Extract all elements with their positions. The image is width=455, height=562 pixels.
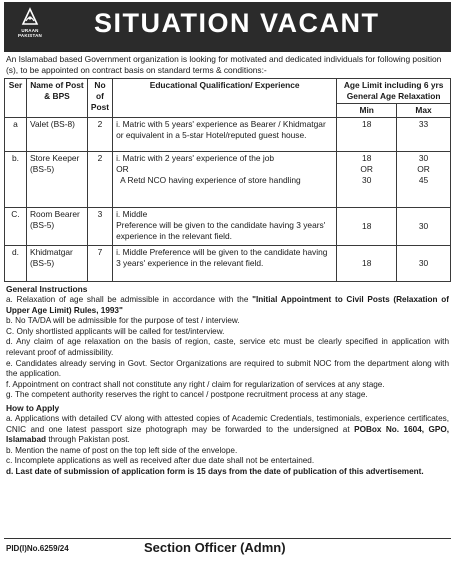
instruction-item — [4, 295, 451, 316]
row-count: 3 — [87, 208, 112, 246]
qualification-line: i. Matric with 2 years' experience of the job — [116, 153, 275, 163]
header-qualification: Educational Qualification/ Experience — [113, 79, 337, 118]
how-to-apply-title: How to Apply — [6, 402, 60, 413]
row-qualification — [113, 118, 337, 152]
min-value: 18 — [362, 258, 372, 268]
logo-emblem-icon — [21, 6, 39, 28]
signatory: Section Officer (Admn) — [144, 540, 286, 555]
table-row — [5, 118, 451, 152]
max-value: 45 — [418, 175, 429, 185]
row-post: Khidmatgar (BS-5) — [26, 246, 87, 282]
qualification-line: i. Middle Preference will be given to the candidate having 3 years' experience in the relevant field. — [116, 247, 328, 268]
uraan-pakistan-logo — [18, 6, 42, 48]
instruction-text: C. Only shortlisted applicants will be called for test/interview. — [6, 326, 225, 336]
header-no-of-post: No of Post — [87, 79, 112, 118]
pid-number: PID(I)No.6259/24 — [6, 544, 69, 553]
max-value: 30 — [418, 153, 429, 163]
row-count: 7 — [87, 246, 112, 282]
apply-item — [4, 446, 451, 457]
header-banner — [4, 2, 451, 52]
row-ser: b. — [5, 152, 27, 208]
max-value: 33 — [418, 119, 429, 129]
instruction-text: g. The competent authority reserves the right to cancel / postpone recruitment process at any stage. — [6, 390, 368, 400]
row-max — [397, 118, 451, 152]
row-post: Store Keeper (BS-5) — [26, 152, 87, 208]
instruction-item — [4, 380, 451, 391]
min-value: 18 — [362, 153, 372, 163]
apply-item — [4, 467, 451, 478]
instruction-item — [4, 327, 451, 338]
min-value: 18 — [362, 221, 372, 231]
min-value: OR — [360, 164, 373, 174]
qualification-line: Preference will be given to the candidate having 3 years' experience in the relevant field. — [116, 220, 326, 241]
how-to-apply-list — [4, 414, 451, 478]
general-instructions-title: General Instructions — [6, 284, 88, 294]
row-min — [337, 118, 397, 152]
header-max: Max — [397, 104, 451, 118]
min-value: 18 — [362, 119, 372, 129]
instruction-text: e. Candidates already serving in Govt. Sector Organizations are required to submit NOC from the department along with the application. — [6, 358, 449, 379]
row-qualification — [113, 152, 337, 208]
row-min — [337, 246, 397, 282]
apply-text: b. Mention the name of post on the top left side of the envelope. — [6, 445, 238, 455]
apply-deadline: d. Last date of submission of application form is 15 days from the date of publication of this advertisement. — [6, 466, 424, 476]
header-min: Min — [337, 104, 397, 118]
footer — [4, 538, 451, 558]
table-row — [5, 208, 451, 246]
logo-text-line-1: URAAN — [21, 28, 39, 33]
apply-item — [4, 456, 451, 467]
qualification-line: OR — [116, 164, 129, 174]
row-max — [397, 246, 451, 282]
instruction-text: f. Appointment on contract shall not constitute any right / claim for regularization of services at any stage. — [6, 379, 385, 389]
instruction-item — [4, 390, 451, 401]
min-value: 30 — [362, 175, 372, 185]
table-row — [5, 246, 451, 282]
row-count: 2 — [87, 152, 112, 208]
instruction-item — [4, 316, 451, 327]
instruction-bold-text: "Initial Appointment to Civil Posts (Relaxation of Upper Age Limit) Rules, 1993" — [6, 295, 449, 315]
header-post: Name of Post & BPS — [26, 79, 87, 118]
header-ser: Ser — [5, 79, 27, 118]
qualification-line: A Retd NCO having experience of store handling — [120, 175, 301, 185]
apply-text: a. Applications with detailed CV along with attested copies of Academic Credentials, testimonials, experience certificates, CNIC and one latest passport size photograph may be forwarded to the undersigned at — [6, 413, 449, 434]
intro-paragraph: An Islamabad based Government organization is looking for motivated and dedicated individuals for following position (s), to be appointed on contract basis on standard terms & conditions:- — [6, 54, 442, 75]
instruction-item — [4, 359, 451, 380]
row-post: Room Bearer (BS-5) — [26, 208, 87, 246]
row-min — [337, 208, 397, 246]
instruction-text: d. Any claim of age relaxation on the basis of region, caste, service etc must be clearly specified in application with relevant proof of admissibility. — [6, 337, 449, 357]
apply-text-end: through Pakistan post. — [46, 435, 130, 445]
row-max — [397, 152, 451, 208]
row-post: Valet (BS-8) — [26, 118, 87, 152]
row-ser: C. — [5, 208, 27, 246]
row-qualification — [113, 246, 337, 282]
qualification-line: i. Matric with 5 years' experience as Bearer / Khidmatgar or equivalent in a 5-star Hotel/reputed guest house. — [116, 119, 326, 140]
logo-text-line-2: PAKISTAN — [18, 33, 42, 38]
row-qualification — [113, 208, 337, 246]
row-ser: d. — [5, 246, 27, 282]
row-max — [397, 208, 451, 246]
instruction-text: b. No TA/DA will be admissible for the purpose of test / interview. — [6, 316, 240, 326]
max-value: OR — [417, 164, 430, 174]
apply-address: POBox No. 1604, GPO, Islamabad — [6, 424, 449, 445]
max-value: 30 — [418, 221, 429, 231]
general-instructions-list — [4, 295, 451, 401]
apply-item — [4, 414, 451, 446]
row-ser: a — [5, 118, 27, 152]
page-title: SITUATION VACANT — [94, 8, 380, 38]
header-age-limit: Age Limit including 6 yrs General Age Relaxation — [337, 79, 451, 104]
qualification-line: i. Middle — [116, 209, 148, 219]
table-row — [5, 152, 451, 208]
apply-text: c. Incomplete applications as well as received after due date shall not be entertained. — [6, 456, 315, 466]
positions-table — [4, 78, 451, 282]
row-count: 2 — [87, 118, 112, 152]
instruction-text: a. Relaxation of age shall be admissible in accordance with the — [6, 295, 253, 304]
max-value: 30 — [418, 258, 429, 268]
row-min — [337, 152, 397, 208]
instruction-item — [4, 337, 451, 358]
